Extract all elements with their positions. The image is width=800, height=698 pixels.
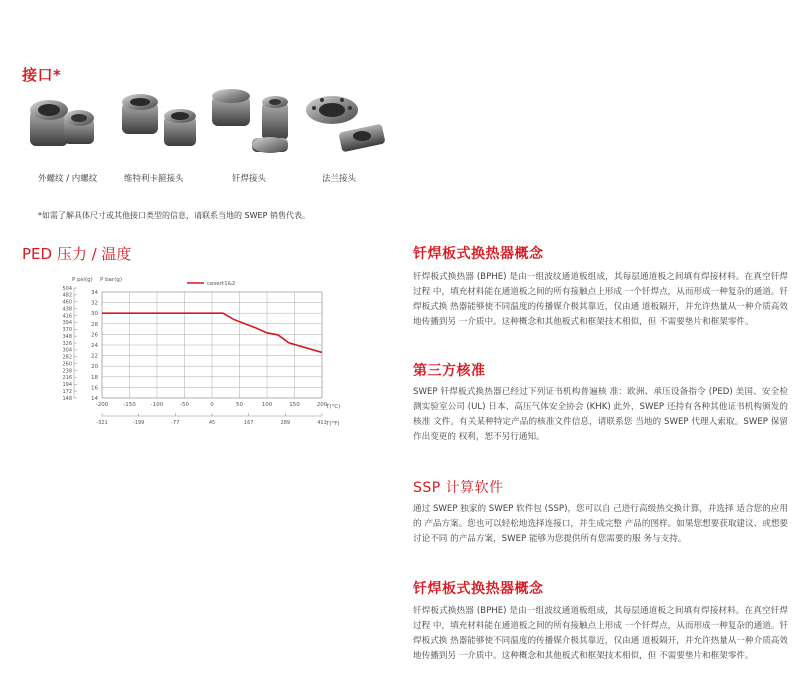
y-tick-label-secondary: 216 xyxy=(62,375,72,382)
connection-label-threaded: 外螺纹 / 内螺纹 xyxy=(38,174,98,184)
x-tick-label-secondary: -199 xyxy=(132,420,145,426)
y-tick-label: 24 xyxy=(91,343,98,349)
y-tick-label-secondary: 460 xyxy=(62,299,72,306)
ped-title: PED 压力 / 温度 xyxy=(22,245,132,263)
y-tick-label: 20 xyxy=(91,364,98,371)
connection-label-flange: 法兰接头 xyxy=(322,174,357,184)
ylabel-secondary: P psi(g) xyxy=(72,277,93,283)
y-tick-label: 22 xyxy=(91,353,98,360)
y-tick-label-secondary: 260 xyxy=(62,361,72,368)
y-tick-label-secondary: 348 xyxy=(62,333,72,340)
legend-label: cesert1&2 xyxy=(207,281,236,287)
connections-note: *如需了解具体尺寸或其他接口类型的信息，请联系当地的 SWEP 销售代表。 xyxy=(38,211,310,220)
x-tick-label-secondary: 167 xyxy=(243,420,254,426)
y-tick-label: 32 xyxy=(91,300,98,307)
x-tick-label: 100 xyxy=(261,402,273,408)
y-tick-label-secondary: 394 xyxy=(62,320,72,327)
y-tick-label-secondary: 282 xyxy=(62,354,72,361)
ylabel-primary: P bar(g) xyxy=(100,277,122,283)
flange-fitting-icon xyxy=(306,96,386,152)
x-tick-label-secondary: 45 xyxy=(208,420,216,426)
x-tick-label: -100 xyxy=(150,402,164,408)
x-tick-label: 50 xyxy=(236,402,243,408)
x-tick-label: 200 xyxy=(316,402,328,408)
y-tick-label: 14 xyxy=(91,396,98,402)
y-tick-label-secondary: 326 xyxy=(62,340,72,347)
x-tick-label: 0 xyxy=(210,402,214,408)
x-tick-label: -200 xyxy=(95,402,109,408)
y-tick-label-secondary: 504 xyxy=(62,285,72,292)
connection-images xyxy=(22,88,402,168)
y-tick-label: 16 xyxy=(91,385,98,392)
x-tick-label-secondary: 411 xyxy=(317,420,327,426)
x-tick-label: -50 xyxy=(180,402,189,408)
y-tick-label: 18 xyxy=(91,374,98,381)
section-title-bphe-concept: 钎焊板式换热器概念 xyxy=(413,246,544,262)
y-tick-label: 34 xyxy=(91,290,98,296)
y-tick-label-secondary: 194 xyxy=(62,382,72,389)
connections-title: 接口* xyxy=(22,66,62,84)
x-tick-label-secondary: -77 xyxy=(171,420,180,426)
y-tick-label-secondary: 438 xyxy=(62,306,72,313)
y-tick-label-secondary: 370 xyxy=(62,327,72,334)
section-body-bphe-concept: 钎焊板式换热器 (BPHE) 是由一组波纹通道板组成，其每层通道板之间填有焊接材料。在真空钎焊过程 中，填充材料能在通道板之间的所有接触点上形成 一个钎焊点，从而形成一种复杂的通道。钎焊板式换 热器能够使不同温度的传播媒介极其靠近，仅由通 道板隔开，并允许热量从一种介质高效地传播到另 一介质中。这种概念和其他板式和框架技术相似，但 不需要垫片和框架零件。 xyxy=(413,272,788,327)
xlabel-primary: T(°C) xyxy=(326,404,341,410)
x-tick-label: 150 xyxy=(289,402,300,408)
connection-label-soldering: 钎焊接头 xyxy=(232,174,267,184)
y-tick-label: 28 xyxy=(91,321,98,328)
connection-label-victaulic: 维特利卡箍接头 xyxy=(124,174,184,184)
victaulic-fitting-icon xyxy=(122,94,196,146)
section-title-ssp: SSP 计算软件 xyxy=(413,480,504,496)
section-body-approvals: SWEP 钎焊板式换热器已经过下列证书机构普遍核 准：欧洲、承压设备指令 (PED) 美国、安全检测实验室公司 (UL) 日本、高压气体安全协会 (KHK) 此外，SWEP 还持有各种其他证书机构颁发的核准 文件。有关某种特定产品的核准文件信息，请联系您 当地的 SWEP 代理人索取。SWEP 保留作出变更的 权利，恕不另行通知。 xyxy=(413,387,788,442)
y-tick-label-secondary: 148 xyxy=(62,395,72,402)
threaded-fitting-icon xyxy=(30,100,94,146)
ped-chart xyxy=(22,270,352,430)
y-tick-label-secondary: 304 xyxy=(62,347,72,354)
x-tick-label-secondary: -321 xyxy=(96,420,108,426)
y-tick-label-secondary: 416 xyxy=(62,313,72,320)
x-tick-label: -150 xyxy=(123,402,136,408)
section-body-ssp: 通过 SWEP 独家的 SWEP 软件包 (SSP)，您可以自 己进行高级热交换计算，并选择 适合您的应用的 产品方案。您也可以轻松地选择连接口，并生成完整 产品的图样。如果您想要获取建议、或想要讨论不同 的产品方案，SWEP 能够为您提供所有您需要的服 务与支持。 xyxy=(413,504,788,544)
y-tick-label: 30 xyxy=(91,311,98,318)
xlabel-secondary: T(°F) xyxy=(326,421,340,427)
section-body-bphe-concept-repeat: 钎焊板式换热器 (BPHE) 是由一组波纹通道板组成，其每层通道板之间填有焊接材料。在真空钎焊过程 中，填充材料能在通道板之间的所有接触点上形成 一个钎焊点，从而形成一种复杂的通道。钎焊板式换 热器能够使不同温度的传播媒介极其靠近，仅由通 道板隔开，并允许热量从一种介质高效地传播到另 一介质中。这种概念和其他板式和框架技术相似，但 不需要垫片和框架零件。 xyxy=(413,606,788,661)
y-tick-label: 26 xyxy=(91,332,98,339)
section-title-approvals: 第三方核准 xyxy=(413,363,486,379)
y-tick-label-secondary: 482 xyxy=(62,292,72,299)
section-title-bphe-concept-repeat: 钎焊板式换热器概念 xyxy=(413,581,544,597)
y-tick-label-secondary: 172 xyxy=(62,388,72,395)
x-tick-label-secondary: 289 xyxy=(280,420,291,426)
y-tick-label-secondary: 238 xyxy=(62,368,72,375)
soldering-fitting-icon xyxy=(212,89,288,153)
